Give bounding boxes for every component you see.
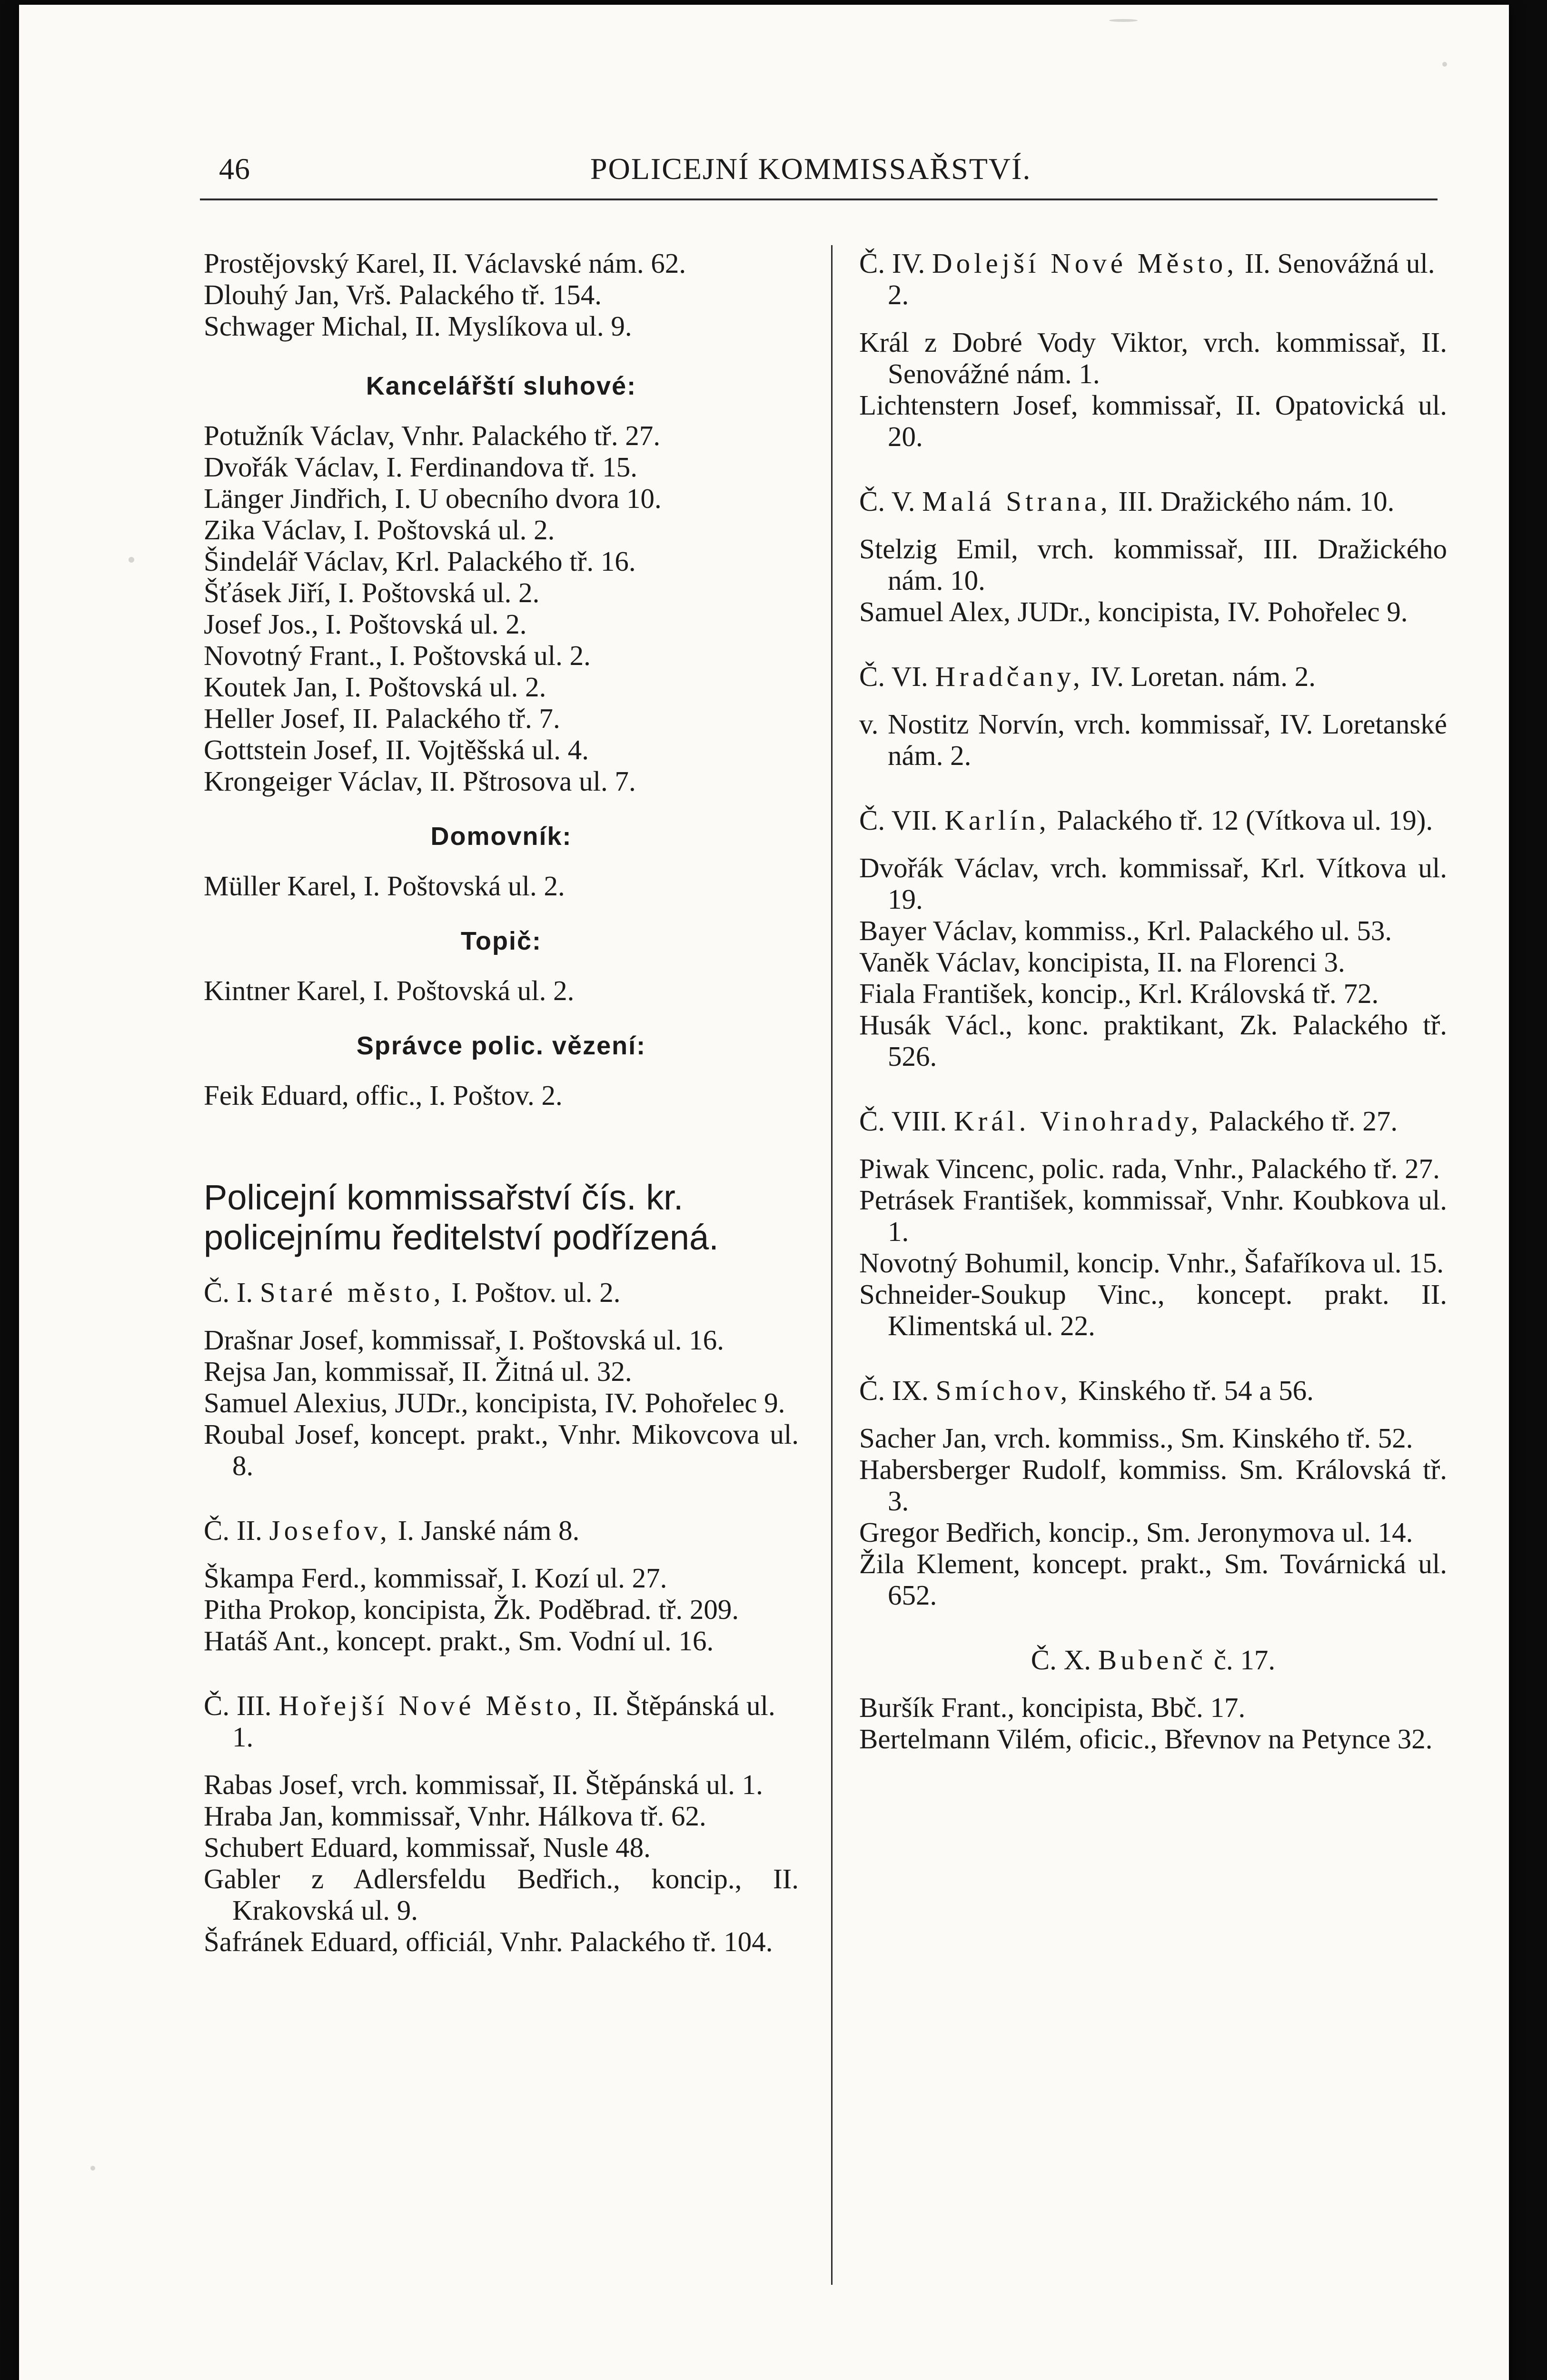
spacer xyxy=(859,1341,1447,1375)
right-column xyxy=(859,248,1447,1755)
book-page xyxy=(19,5,1509,2380)
district-name: Hořejší Nové Město, xyxy=(278,1690,586,1721)
list-item: Rabas Josef, vrch. kommissař, II. Štěpánská ul. 1. xyxy=(204,1769,763,1800)
district-prefix: Č. VII. xyxy=(859,804,938,836)
list-item: Král z Dobré Vody Viktor, vrch. kommissař, II. Senovážné nám. 1. xyxy=(859,327,1447,389)
chapter-title-line-2: policejnímu ředitelství podřízená. xyxy=(204,1218,719,1257)
list-item: Buršík Frant., koncipista, Bbč. 17. xyxy=(859,1692,1246,1723)
district-heading-1 xyxy=(204,1277,799,1308)
section-heading-topic: Topič: xyxy=(461,927,542,955)
list-item: Heller Josef, II. Palackého tř. 7. xyxy=(204,703,560,734)
district-prefix: Č. IX. xyxy=(859,1375,929,1406)
spacer xyxy=(859,1072,1447,1105)
list-item: Länger Jindřich, I. U obecního dvora 10. xyxy=(204,483,662,514)
column-divider xyxy=(831,245,833,2285)
district-address: II. Štěpánská ul. 1. xyxy=(232,1690,775,1753)
district-prefix: Č. V. xyxy=(859,486,915,517)
district-address: Palackého tř. 12 (Vítkova ul. 19). xyxy=(1057,804,1433,836)
district-prefix: Č. VI. xyxy=(859,661,928,692)
list-item: Feik Eduard, offic., I. Poštov. 2. xyxy=(204,1080,563,1111)
list-item: Šindelář Václav, Krl. Palackého tř. 16. xyxy=(204,545,636,577)
district-name: Dolejší Nové Město, xyxy=(932,248,1238,279)
district-prefix: Č. VIII. xyxy=(859,1105,947,1137)
list-item: Lichtenstern Josef, kommissař, II. Opatovická ul. 20. xyxy=(859,389,1447,452)
list-item: Samuel Alexius, JUDr., koncipista, IV. Pohořelec 9. xyxy=(204,1387,785,1418)
list-item: Roubal Josef, koncept. prakt., Vnhr. Mikovcova ul. 8. xyxy=(204,1418,799,1481)
list-item: Novotný Frant., I. Poštovská ul. 2. xyxy=(204,640,591,671)
district-address: č. 17. xyxy=(1213,1644,1276,1676)
district-prefix: Č. I. xyxy=(204,1277,253,1308)
district-heading-6 xyxy=(859,661,1447,692)
list-item: Stelzig Emil, vrch. kommissař, III. Dražického nám. 10. xyxy=(859,533,1447,596)
district-address: III. Dražického nám. 10. xyxy=(1118,486,1395,517)
list-item: Novotný Bohumil, koncip. Vnhr., Šafaříkova ul. 15. xyxy=(859,1247,1444,1279)
spacer xyxy=(204,1656,799,1690)
list-item: Müller Karel, I. Poštovská ul. 2. xyxy=(204,870,565,902)
district-name: Bubenč xyxy=(1098,1644,1207,1676)
list-item: Dvořák Václav, I. Ferdinandova tř. 15. xyxy=(204,451,637,483)
section-heading-kancelarsti: Kancelářští sluhové: xyxy=(366,372,637,400)
chapter-title xyxy=(204,1178,799,1258)
district-prefix: Č. II. xyxy=(204,1515,262,1546)
district-address: I. Janské nám 8. xyxy=(397,1515,580,1546)
list-item: Šťásek Jiří, I. Poštovská ul. 2. xyxy=(204,577,540,608)
district-name: Josefov, xyxy=(269,1515,391,1546)
list-item: Husák Václ., konc. praktikant, Zk. Palackého tř. 526. xyxy=(859,1009,1447,1072)
paper-spot xyxy=(1442,62,1447,67)
left-column xyxy=(204,248,799,1957)
district-name: Smíchov, xyxy=(935,1375,1071,1406)
list-item: Vaněk Václav, koncipista, II. na Florenci 3. xyxy=(859,946,1345,978)
list-item: v. Nostitz Norvín, vrch. kommissař, IV. Loretanské nám. 2. xyxy=(859,708,1447,771)
list-item: Petrásek František, kommissař, Vnhr. Koubkova ul. 1. xyxy=(859,1184,1447,1247)
list-item: Schneider-Soukup Vinc., koncept. prakt. II. Klimentská ul. 22. xyxy=(859,1279,1447,1341)
list-item: Piwak Vincenc, polic. rada, Vnhr., Palackého tř. 27. xyxy=(859,1153,1440,1184)
district-name: Malá Strana, xyxy=(922,486,1111,517)
district-heading-4 xyxy=(859,248,1447,310)
list-item: Sacher Jan, vrch. kommiss., Sm. Kinského tř. 52. xyxy=(859,1422,1413,1454)
district-heading-10 xyxy=(859,1644,1447,1676)
district-heading-7 xyxy=(859,804,1447,836)
paper-spot xyxy=(90,2166,95,2171)
district-heading-5 xyxy=(859,486,1447,517)
spacer xyxy=(859,771,1447,804)
district-address: IV. Loretan. nám. 2. xyxy=(1091,661,1316,692)
district-address: Palackého tř. 27. xyxy=(1209,1105,1398,1137)
list-item: Prostějovský Karel, II. Václavské nám. 62. xyxy=(204,248,686,279)
list-item: Drašnar Josef, kommissař, I. Poštovská ul. 16. xyxy=(204,1324,724,1356)
list-item: Fiala František, koncip., Krl. Královská tř. 72. xyxy=(859,978,1379,1009)
list-item: Hatáš Ant., koncept. prakt., Sm. Vodní ul. 16. xyxy=(204,1625,714,1656)
list-item: Habersberger Rudolf, kommiss. Sm. Královská tř. 3. xyxy=(859,1454,1447,1517)
district-address: II. Senovážná ul. 2. xyxy=(888,248,1435,310)
list-item: Schubert Eduard, kommissař, Nusle 48. xyxy=(204,1832,651,1863)
list-item: Josef Jos., I. Poštovská ul. 2. xyxy=(204,608,527,640)
district-name: Král. Vinohrady, xyxy=(953,1105,1202,1137)
list-item: Gabler z Adlersfeldu Bedřich., koncip., II. Krakovská ul. 9. xyxy=(204,1863,799,1926)
list-item: Gregor Bedřich, koncip., Sm. Jeronymova ul. 14. xyxy=(859,1517,1413,1548)
section-heading-domovnik: Domovník: xyxy=(430,822,572,851)
list-item: Bayer Václav, kommiss., Krl. Palackého ul. 53. xyxy=(859,915,1392,946)
header-rule xyxy=(200,198,1438,200)
section-heading-spravce: Správce polic. vězení: xyxy=(356,1031,646,1060)
list-item: Kintner Karel, I. Poštovská ul. 2. xyxy=(204,975,575,1006)
district-heading-8 xyxy=(859,1105,1447,1137)
list-item: Rejsa Jan, kommissař, II. Žitná ul. 32. xyxy=(204,1356,632,1387)
spacer xyxy=(859,627,1447,661)
list-item: Bertelmann Vilém, oficic., Břevnov na Petynce 32. xyxy=(859,1723,1433,1755)
district-prefix: Č. IV. xyxy=(859,248,925,279)
paper-spot xyxy=(129,557,134,563)
list-item: Žila Klement, koncept. prakt., Sm. Továrnická ul. 652. xyxy=(859,1548,1447,1611)
page-number: 46 xyxy=(219,152,250,186)
district-prefix: Č. III. xyxy=(204,1690,272,1721)
district-name: Staré město, xyxy=(260,1277,445,1308)
paper-spot xyxy=(1109,19,1138,22)
running-title: POLICEJNÍ KOMMISSAŘSTVÍ. xyxy=(590,152,1031,186)
spacer xyxy=(859,452,1447,486)
district-heading-9 xyxy=(859,1375,1447,1406)
list-item: Potužník Václav, Vnhr. Palackého tř. 27. xyxy=(204,420,661,451)
district-heading-3 xyxy=(204,1690,799,1753)
list-item: Zika Václav, I. Poštovská ul. 2. xyxy=(204,514,555,545)
district-name: Hradčany, xyxy=(935,661,1084,692)
list-item: Dvořák Václav, vrch. kommissař, Krl. Vítkova ul. 19. xyxy=(859,852,1447,915)
spacer xyxy=(204,1481,799,1515)
district-prefix: Č. X. xyxy=(1031,1644,1091,1676)
district-heading-2 xyxy=(204,1515,799,1546)
list-item: Škampa Ferd., kommissař, I. Kozí ul. 27. xyxy=(204,1562,667,1594)
list-item: Gottstein Josef, II. Vojtěšská ul. 4. xyxy=(204,734,589,765)
list-item: Koutek Jan, I. Poštovská ul. 2. xyxy=(204,671,546,703)
list-item: Samuel Alex, JUDr., koncipista, IV. Pohořelec 9. xyxy=(859,596,1408,627)
district-address: I. Poštov. ul. 2. xyxy=(451,1277,621,1308)
list-item: Pitha Prokop, koncipista, Žk. Poděbrad. tř. 209. xyxy=(204,1594,739,1625)
spacer xyxy=(859,1611,1447,1644)
page-header xyxy=(200,148,1438,190)
list-item: Hraba Jan, kommissař, Vnhr. Hálkova tř. 62. xyxy=(204,1800,706,1832)
district-name: Karlín, xyxy=(944,804,1050,836)
list-item: Šafránek Eduard, officiál, Vnhr. Palackého tř. 104. xyxy=(204,1926,773,1957)
list-item: Schwager Michal, II. Myslíkova ul. 9. xyxy=(204,310,632,342)
list-item: Krongeiger Václav, II. Pštrosova ul. 7. xyxy=(204,765,636,797)
list-item: Dlouhý Jan, Vrš. Palackého tř. 154. xyxy=(204,279,602,310)
chapter-title-line-1: Policejní kommissařství čís. kr. xyxy=(204,1178,684,1217)
district-address: Kinského tř. 54 a 56. xyxy=(1078,1375,1314,1406)
